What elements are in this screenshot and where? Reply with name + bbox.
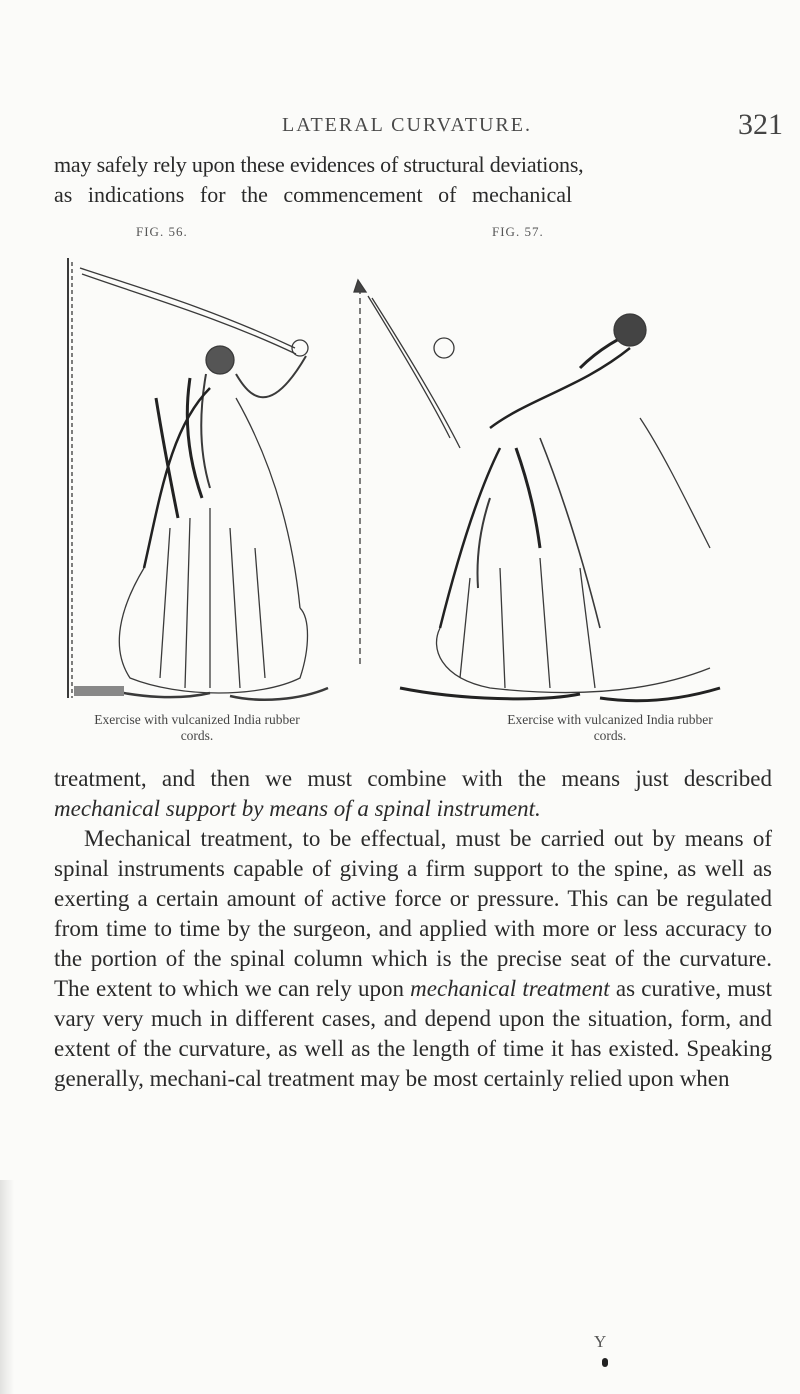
- figure-57-label: FIG. 57.: [492, 224, 544, 239]
- running-head: LATERAL CURVATURE.: [282, 114, 532, 136]
- page-number: 321: [738, 108, 783, 141]
- paragraph: [54, 824, 772, 1094]
- signature-mark: Y: [594, 1332, 607, 1351]
- figure-56-label: FIG. 56.: [136, 224, 188, 239]
- page-edge-shadow: [0, 1180, 14, 1394]
- paragraph-text: treatment, and then we must combine with the means just described: [54, 766, 772, 791]
- paragraph: [54, 764, 772, 824]
- ink-dot: [602, 1358, 608, 1367]
- figure-57-illustration: [340, 248, 740, 710]
- italic-text: mechanical support by means of a spinal instrument.: [54, 796, 541, 821]
- figure-57-caption: [460, 712, 760, 744]
- text-line: as indications for the commencement of mechanical: [54, 182, 573, 207]
- italic-text: mechanical treatment: [410, 976, 610, 1001]
- caption-line: Exercise with vulcanized India rubber: [94, 712, 300, 727]
- paragraph-main: [54, 764, 772, 1094]
- paragraph-text: as curative, must vary very much in different cases, and depend upon the situation, form, and extent of the curvature, as well as the length of time it has existed. Speaking generally, mechani-cal treatment may be most certainly relied upon when: [54, 976, 772, 1091]
- figure-56-caption: [62, 712, 332, 744]
- caption-line: cords.: [593, 728, 627, 743]
- caption-line: Exercise with vulcanized India rubber: [507, 712, 713, 727]
- paragraph-top: [54, 150, 772, 210]
- page-header: [0, 108, 800, 144]
- text-line: may safely rely upon these evidences of structural deviations,: [54, 152, 584, 177]
- caption-line: cords.: [180, 728, 214, 743]
- paragraph-text: Mechanical treatment, to be effectual, must be carried out by means of spinal instruments capable of giving a firm support to the spine, as well as exerting a certain amount of active force or pressure. This can be regulated from time to time by the surgeon, and applied with more or less accuracy to the portion of the spinal column which is the precise seat of the curvature. The extent to which we can rely upon: [54, 826, 772, 1001]
- figure-56-illustration: [60, 248, 330, 710]
